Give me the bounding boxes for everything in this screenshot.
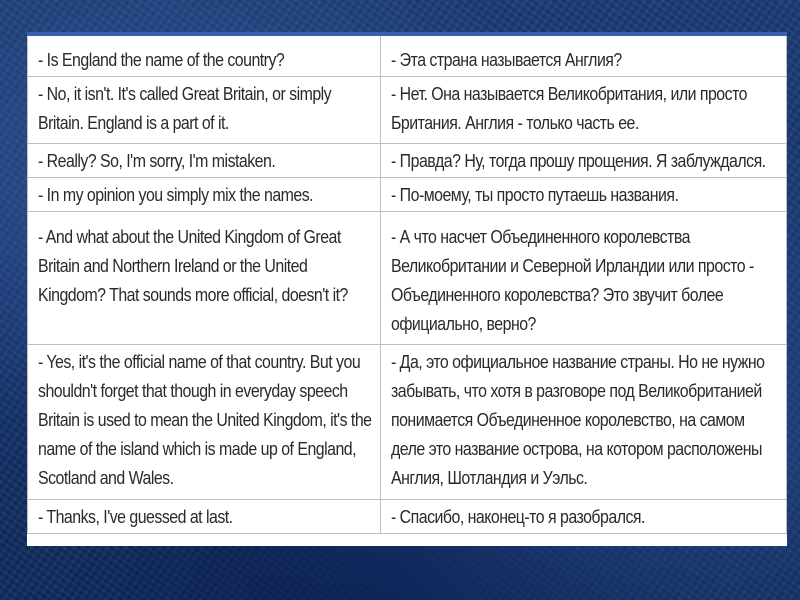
english-cell: - In my opinion you simply mix the names. — [28, 178, 381, 212]
english-cell: - Is England the name of the country? — [28, 37, 381, 77]
dialogue-table — [27, 36, 787, 534]
russian-cell: - Эта страна называется Англия? — [380, 37, 786, 77]
english-cell: - And what about the United Kingdom of Great Britain and Northern Ireland or the United Kingdom? That sounds more official, doesn't it? — [28, 212, 381, 345]
russian-cell: - А что насчет Объединенного королевства Великобритании и Северной Ирландии или просто - Объединенного королевства? Это звучит более официально, верно? — [380, 212, 786, 345]
document-panel — [27, 36, 787, 546]
table-row — [28, 212, 787, 345]
table-row — [28, 500, 787, 534]
russian-cell: - Спасибо, наконец-то я разобрался. — [380, 500, 786, 534]
table-row — [28, 77, 787, 144]
russian-cell: - Да, это официальное название страны. Но не нужно забывать, что хотя в разговоре под Великобританией понимается Объединенное королевство, на самом деле это название острова, на котором расположены Англия, Шотландия и Уэльс. — [380, 345, 786, 500]
table-row — [28, 37, 787, 77]
english-cell: - No, it isn't. It's called Great Britain, or simply Britain. England is a part of it. — [28, 77, 381, 144]
english-cell: - Really? So, I'm sorry, I'm mistaken. — [28, 144, 381, 178]
table-row — [28, 178, 787, 212]
russian-cell: - Нет. Она называется Великобритания, или просто Британия. Англия - только часть ее. — [380, 77, 786, 144]
russian-cell: - По-моему, ты просто путаешь названия. — [380, 178, 786, 212]
table-row — [28, 144, 787, 178]
russian-cell: - Правда? Ну, тогда прошу прощения. Я заблуждался. — [380, 144, 786, 178]
english-cell: - Thanks, I've guessed at last. — [28, 500, 381, 534]
table-row — [28, 345, 787, 500]
english-cell: - Yes, it's the official name of that country. But you shouldn't forget that though in everyday speech Britain is used to mean the United Kingdom, it's the name of the island which is made up of England, Scotland and Wales. — [28, 345, 381, 500]
